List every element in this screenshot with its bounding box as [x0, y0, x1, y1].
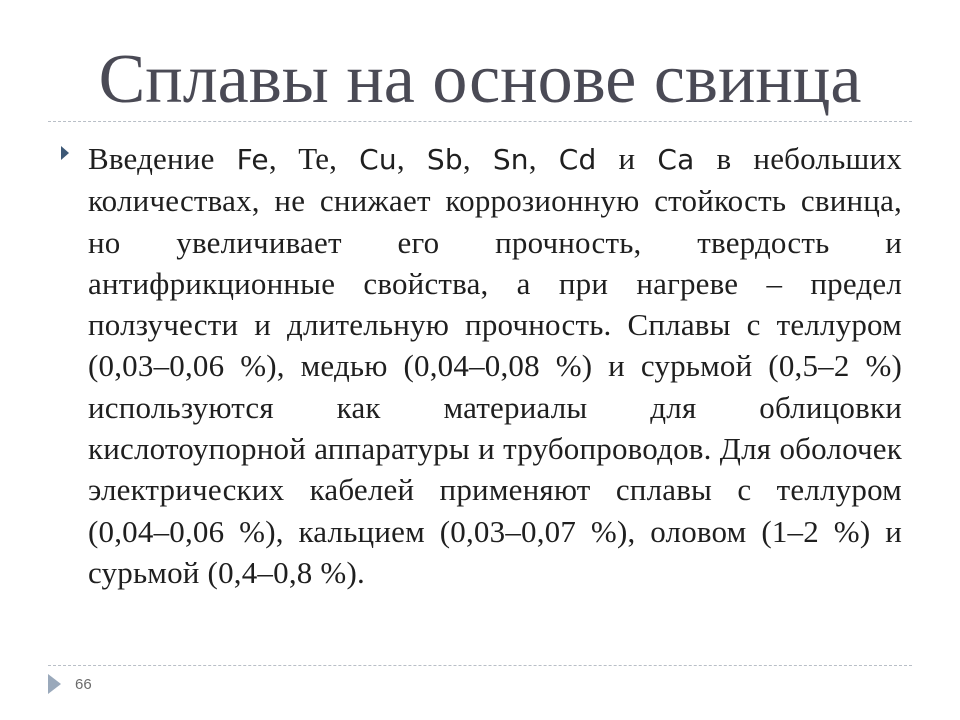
footer-divider: [48, 665, 912, 666]
element-fe: Fe: [236, 143, 269, 176]
body-paragraph: [88, 138, 902, 593]
element-sb: Sb: [426, 143, 463, 176]
triangle-arrow-icon: [48, 674, 61, 694]
element-cu: Cu: [359, 143, 397, 176]
slide-title: Сплавы на основе свинца: [98, 41, 862, 118]
body-sep-3: ,: [462, 141, 493, 176]
triangle-bullet-icon: [61, 146, 69, 160]
body-rest: в небольших количествах, не снижает коррозионную стойкость свинца, но увеличивает его прочность, твердость и антифрикционные свойства, а при нагреве – предел ползучести и длительную прочность. Сплавы с теллуром (0,03–0,06 %), медью (0,04–0,08 %) и сурьмой (0,5–2 %) используются как материалы для облицовки кислотоупорной аппаратуры и трубопроводов. Для оболочек электрических кабелей применяют сплавы с теллуром (0,04–0,06 %), кальцием (0,03–0,07 %), оловом (1–2 %) и сурьмой (0,4–0,8 %).: [88, 141, 902, 590]
element-cd: Cd: [558, 143, 597, 176]
element-ca: Ca: [657, 143, 695, 176]
element-sn: Sn: [492, 143, 529, 176]
body-intro: Введение: [88, 141, 237, 176]
title-divider: [48, 121, 912, 122]
page-number: 66: [75, 676, 92, 693]
body-sep-5: и: [596, 141, 658, 176]
body-sep-4: ,: [528, 141, 559, 176]
body-sep-2: ,: [396, 141, 427, 176]
body-sep-1: , Te,: [268, 141, 360, 176]
